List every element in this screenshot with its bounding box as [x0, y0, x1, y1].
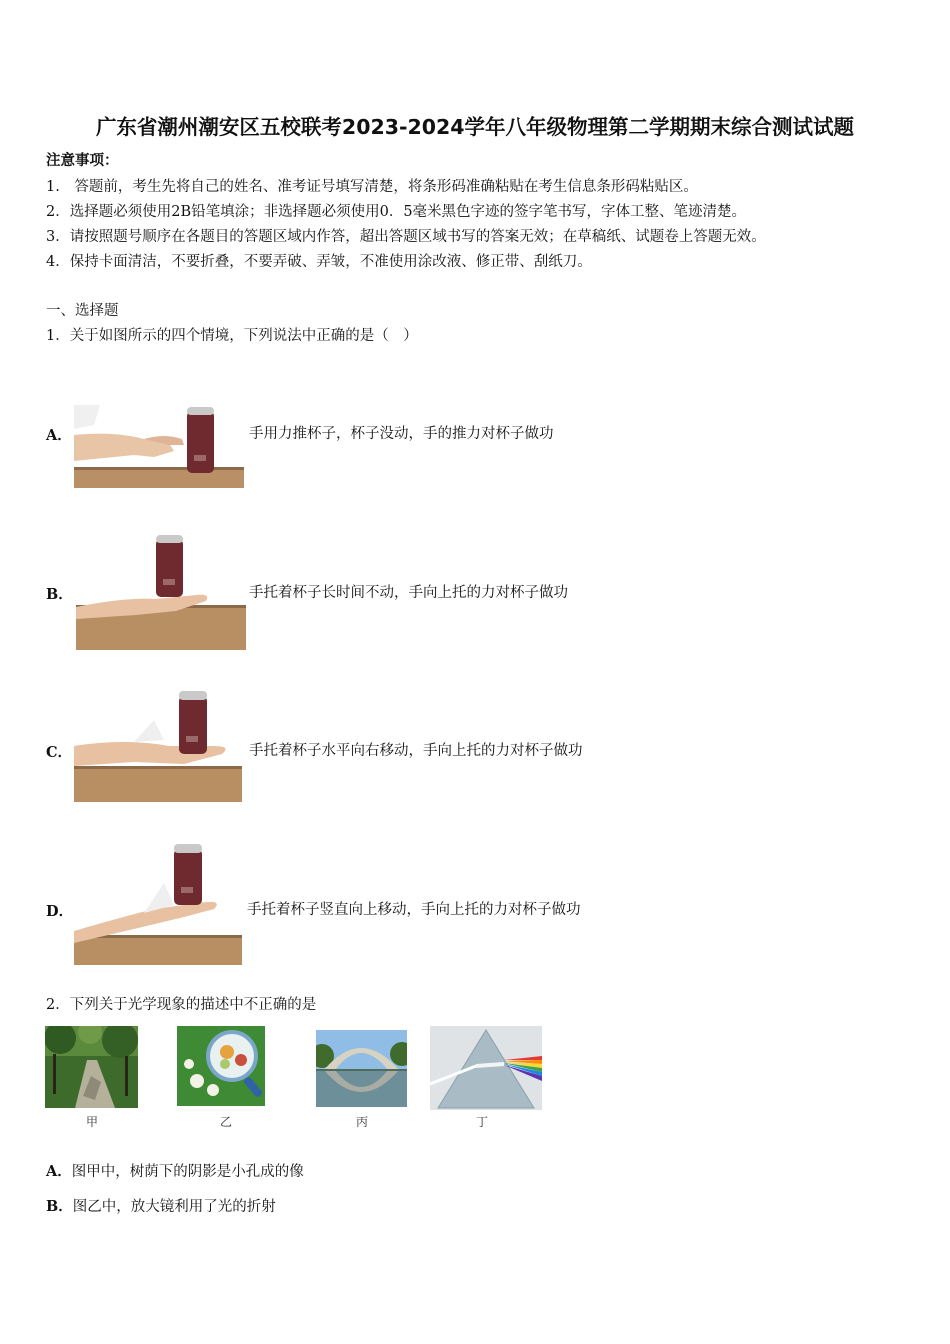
q2-option-b-text: 图乙中，放大镜利用了光的折射 [72, 1199, 276, 1215]
q1-option-c-text: 手托着杯子水平向右移动，手向上托的力对杯子做功 [249, 743, 583, 759]
hand-moving-cup-horizontally-image [74, 690, 242, 802]
hand-lifting-cup-vertically-image [74, 843, 242, 965]
q2-option-a-label: A． [46, 1163, 72, 1180]
q2-option-b-label: B． [46, 1198, 73, 1215]
notice-item-4: 4．保持卡面清洁，不要折叠，不要弄破、弄皱，不准使用涂改液、修正带、刮纸刀。 [46, 254, 592, 270]
caption-bing: 丙 [355, 1115, 368, 1129]
q1-option-b-text: 手托着杯子长时间不动，手向上托的力对杯子做功 [249, 585, 568, 601]
q1-option-a-text: 手用力推杯子，杯子没动，手的推力对杯子做功 [249, 426, 554, 442]
q1-option-d-text: 手托着杯子竖直向上移动，手向上托的力对杯子做功 [247, 902, 581, 918]
notice-item-1: 1. 答题前，考生先将自己的姓名、准考证号填写清楚，将条形码准确粘贴在考生信息条形码粘贴区。 [46, 179, 698, 195]
arch-bridge-reflection-image [316, 1030, 407, 1107]
hand-pushing-cup-image [74, 405, 244, 488]
magnifier-flower-image [177, 1026, 265, 1106]
hand-holding-cup-still-image [76, 535, 246, 650]
caption-jia: 甲 [85, 1115, 98, 1129]
q1-option-d-label: D． [46, 903, 74, 920]
q2-option-b [46, 1197, 276, 1217]
tree-shade-path-image [45, 1026, 138, 1108]
caption-yi: 乙 [219, 1115, 232, 1129]
prism-dispersion-image [430, 1026, 542, 1110]
question-1-stem: 1．关于如图所示的四个情境，下列说法中正确的是（ ） [46, 328, 418, 344]
q1-option-b-label: B． [46, 586, 73, 603]
page-title: 广东省潮州潮安区五校联考2023-2024学年八年级物理第二学期期末综合测试试题 [95, 115, 855, 139]
notice-item-3: 3．请按照题号顺序在各题目的答题区域内作答，超出答题区域书写的答案无效；在草稿纸、试题卷上答题无效。 [46, 229, 766, 245]
q2-option-a [46, 1162, 304, 1182]
notice-heading: 注意事项： [46, 152, 119, 169]
caption-ding: 丁 [475, 1115, 488, 1129]
section-heading: 一、选择题 [46, 303, 119, 319]
q1-option-a-label: A． [46, 427, 72, 444]
question-2-stem: 2．下列关于光学现象的描述中不正确的是 [46, 997, 317, 1013]
q2-option-a-text: 图甲中，树荫下的阴影是小孔成的像 [71, 1164, 304, 1180]
notice-item-2: 2．选择题必须使用2B铅笔填涂；非选择题必须使用0．5毫米黑色字迹的签字笔书写，字体工整、笔迹清楚。 [46, 204, 747, 220]
q1-option-c-label: C． [46, 744, 73, 761]
